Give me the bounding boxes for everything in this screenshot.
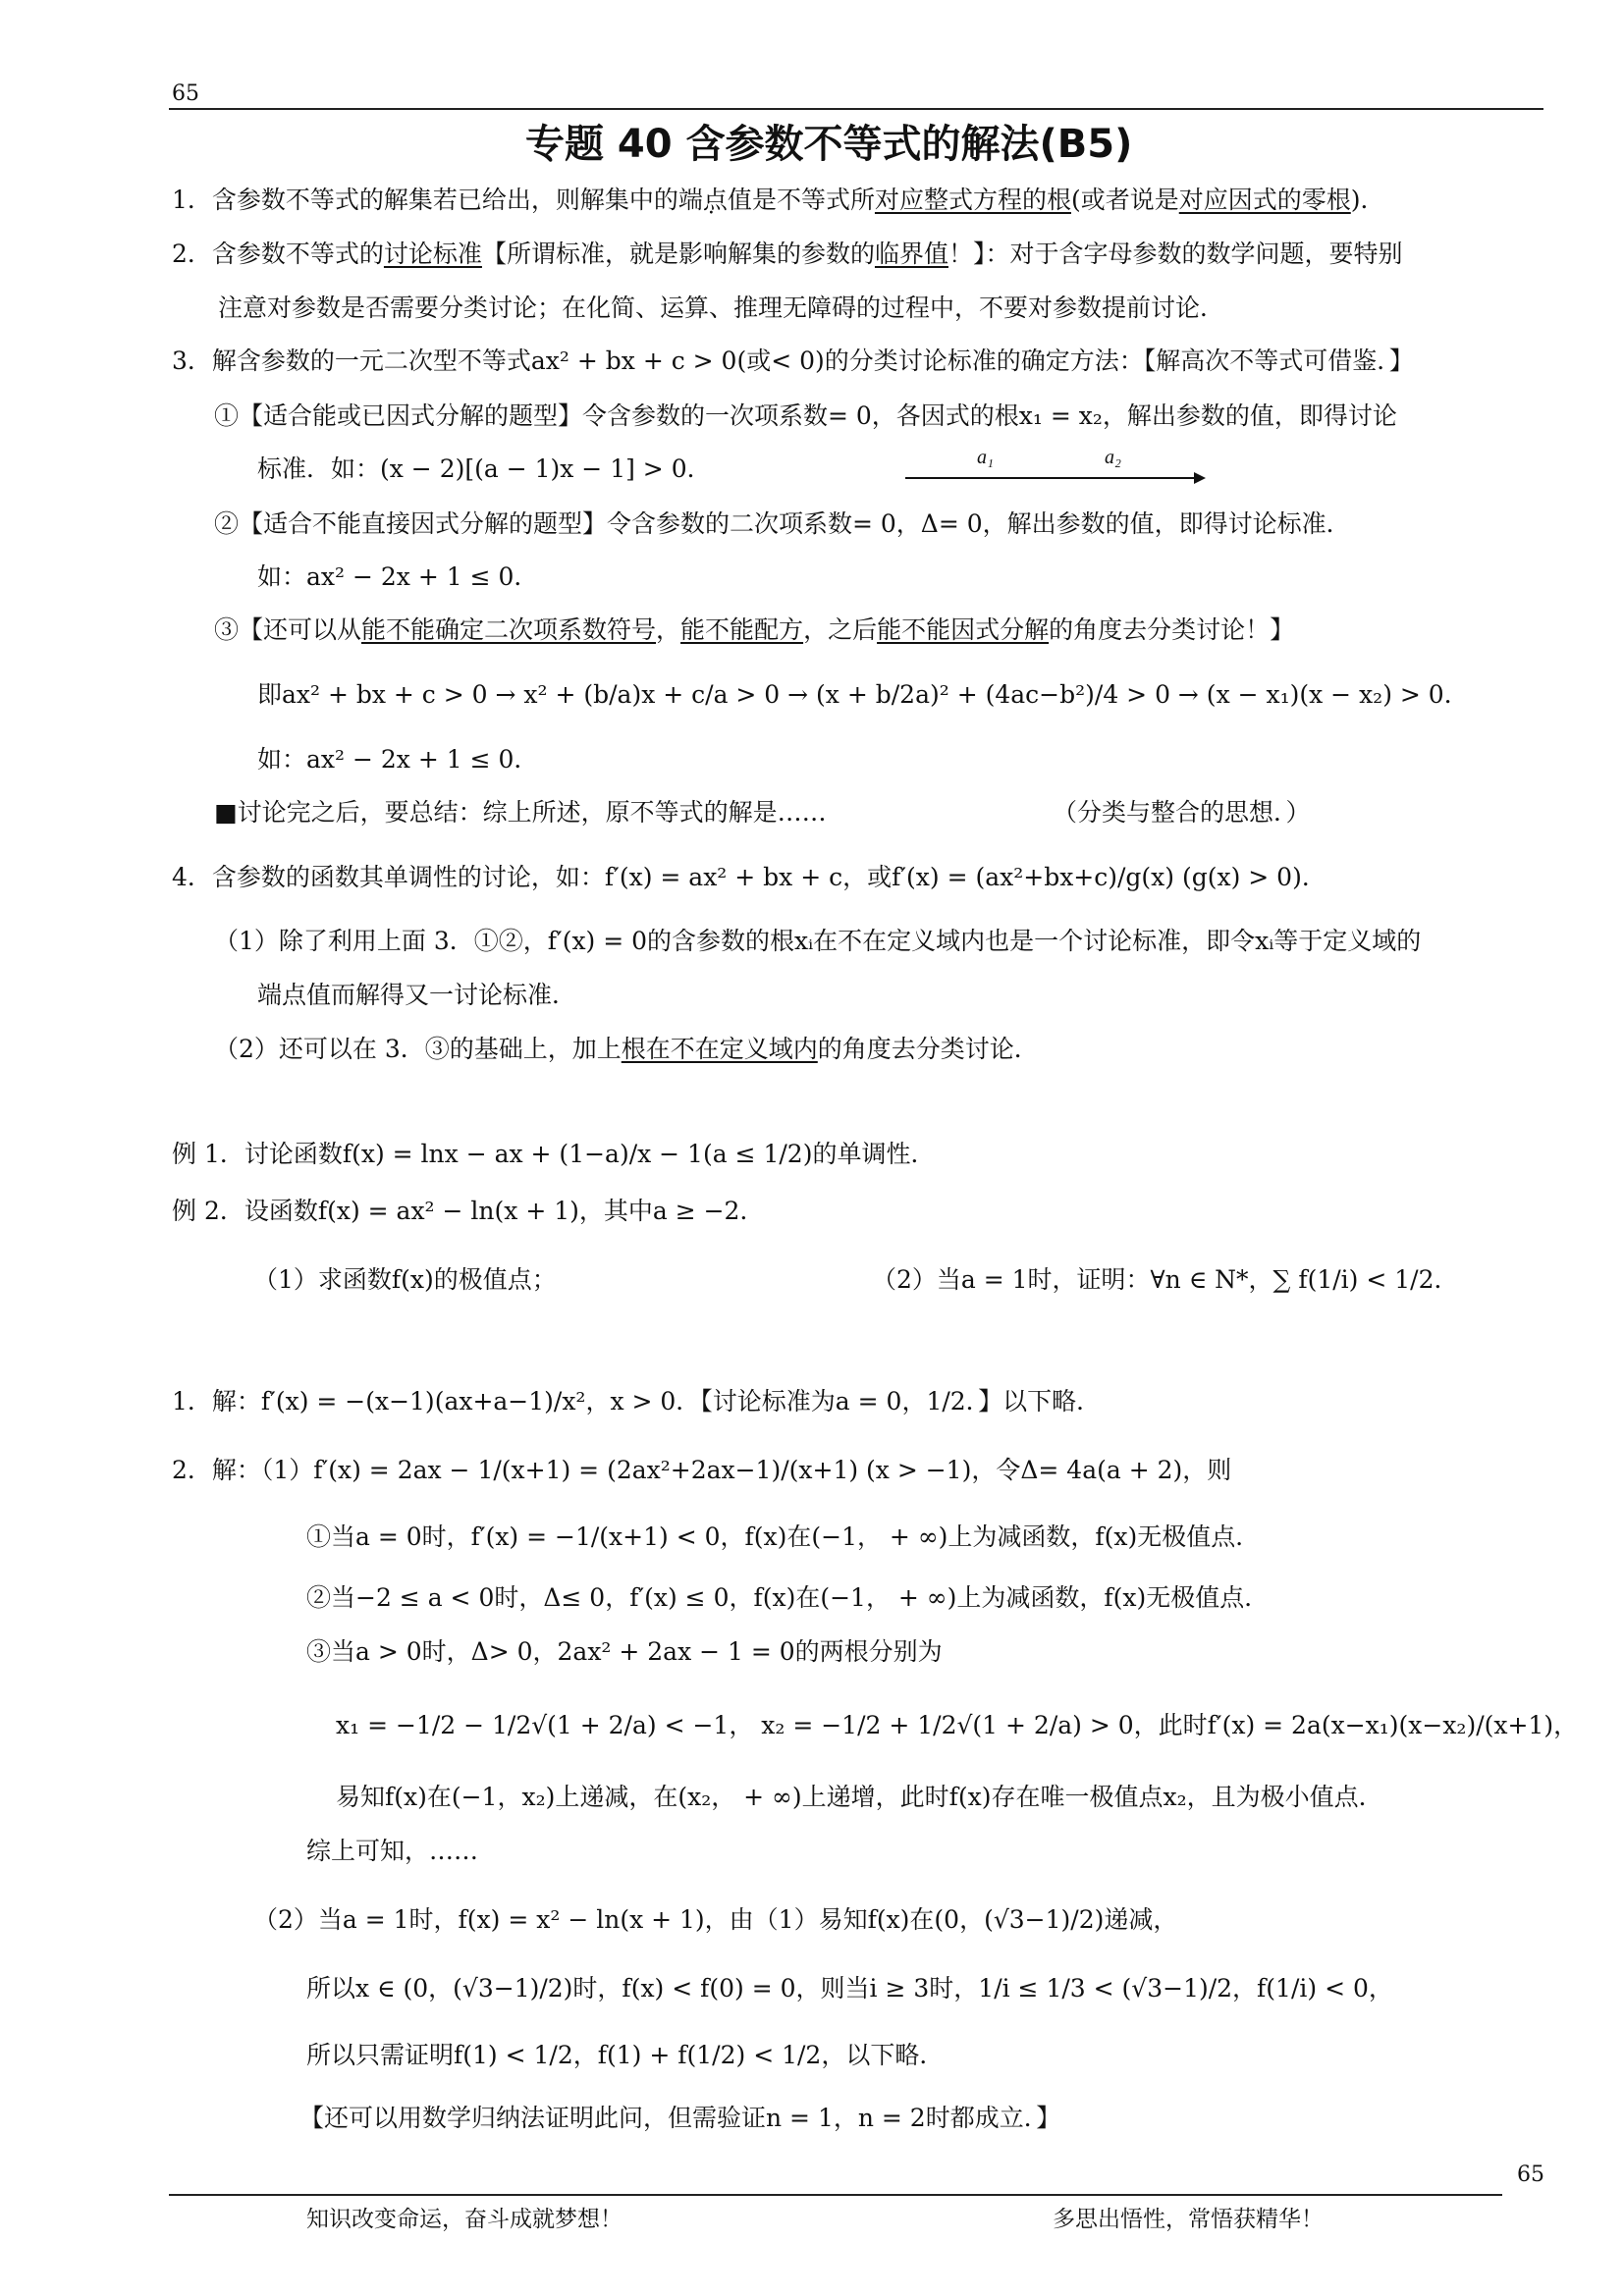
point-3-case-1: ①【适合能或已因式分解的题型】令含参数的一次项系数= 0，各因式的根x₁ = x₂，解出参数的值，即得讨论 bbox=[214, 401, 1397, 430]
example-2-question-1: （1）求函数f(x)的极值点； bbox=[253, 1265, 557, 1294]
solution-2-part-2-line-1: （2）当a = 1时，f(x) = x² − ln(x + 1)，由（1）易知f(x)在(0，(√3−1)/2)递减， bbox=[253, 1905, 1178, 1934]
solution-2-part-2-note: 【还可以用数学归纳法证明此问，但需验证n = 1，n = 2时都成立．】 bbox=[299, 2104, 1061, 2132]
footer-left-motto: 知识改变命运，奋斗成就梦想！ bbox=[306, 2207, 623, 2232]
point-2-line-2: 注意对参数是否需要分类讨论；在化简、运算、推理无障碍的过程中，不要对参数提前讨论． bbox=[218, 294, 1225, 322]
solution-2-case-2: ②当−2 ≤ a < 0时，Δ≤ 0，f′(x) ≤ 0，f(x)在(−1， + ∞)上为减函数，f(x)无极值点． bbox=[306, 1583, 1270, 1612]
number-axis bbox=[903, 447, 1208, 486]
solution-2-case-1: ①当a = 0时，f′(x) = −1/(x+1) < 0，f(x)在(−1， + ∞)上为减函数，f(x)无极值点． bbox=[306, 1522, 1261, 1551]
solution-2-monotonicity: 易知f(x)在(−1，x₂)上递减，在(x₂， + ∞)上递增，此时f(x)存在唯一极值点x₂，且为极小值点． bbox=[336, 1783, 1383, 1811]
solution-2-part-2-line-2: 所以x ∈ (0，(√3−1)/2)时，f(x) < f(0) = 0，则当i ≥ 3时，1/i ≤ 1/3 < (√3−1)/2，f(1/i) < 0， bbox=[306, 1974, 1393, 2002]
page-title: 专题 40 含参数不等式的解法(B5) bbox=[525, 122, 1133, 167]
point-4-sub-1: （1）除了利用上面 3．①②，f′(x) = 0的含参数的根xᵢ在不在定义域内也是一个讨论标准，即令xᵢ等于定义域的 bbox=[214, 927, 1422, 955]
point-4: 4．含参数的函数其单调性的讨论，如：f′(x) = ax² + bx + c，或f′(x) = (ax²+bx+c)/g(x) (g(x) > 0)． bbox=[172, 863, 1326, 891]
point-3-summary-note: （分类与整合的思想．） bbox=[1053, 798, 1311, 827]
point-1: 1．含参数不等式的解集若已给出，则解集中的端点值是不等式所对应整式方程的根(或者说是对应因式的零根)． bbox=[172, 186, 1385, 214]
header-rule bbox=[169, 108, 1543, 110]
axis-label-a1: a₁ bbox=[977, 447, 994, 468]
solution-2-case-3: ③当a > 0时，Δ> 0，2ax² + 2ax − 1 = 0的两根分别为 bbox=[306, 1637, 943, 1666]
axis-label-a2: a₂ bbox=[1105, 447, 1121, 468]
point-2: 2．含参数不等式的讨论标准【所谓标准，就是影响解集的参数的临界值！】：对于含字母参数的数学问题，要特别 bbox=[172, 240, 1403, 268]
solution-2-line-1: 2．解：（1）f′(x) = 2ax − 1/(x+1) = (2ax²+2ax−1)/(x+1) (x > −1)，令Δ= 4a(a + 2)，则 bbox=[172, 1456, 1232, 1484]
point-3-case-2-example: 如：ax² − 2x + 1 ≤ 0． bbox=[257, 562, 539, 591]
header-page-number: 65 bbox=[172, 81, 199, 106]
point-3-case-3: ③【还可以从能不能确定二次项系数符号，能不能配方，之后能不能因式分解的角度去分类讨论！】 bbox=[214, 615, 1295, 644]
point-4-sub-2: （2）还可以在 3．③的基础上，加上根在不在定义域内的角度去分类讨论． bbox=[214, 1035, 1039, 1063]
point-3-case-1-example: 标准．如：(x − 2)[(a − 1)x − 1] > 0． bbox=[257, 454, 712, 483]
solution-2-part-2-line-3: 所以只需证明f(1) < 1/2，f(1) + f(1/2) < 1/2，以下略． bbox=[306, 2041, 945, 2069]
footer-page-number: 65 bbox=[1517, 2163, 1544, 2187]
point-3: 3．解含参数的一元二次型不等式ax² + bx + c > 0(或< 0)的分类讨论标准的确定方法：【解高次不等式可借鉴．】 bbox=[172, 347, 1414, 375]
point-3-case-3-example: 如：ax² − 2x + 1 ≤ 0． bbox=[257, 745, 539, 774]
point-3-case-3-chain: 即ax² + bx + c > 0 → x² + (b/a)x + c/a > 0 → (x + b/2a)² + (4ac−b²)/4 > 0 → (x − x₁)(x − x₂) > 0． bbox=[257, 680, 1469, 709]
footer-right-motto: 多思出悟性，常悟获精华！ bbox=[1053, 2207, 1324, 2232]
solution-2-conclusion: 综上可知，…… bbox=[306, 1837, 479, 1865]
footer-rule bbox=[169, 2194, 1502, 2196]
solution-2-roots: x₁ = −1/2 − 1/2√(1 + 2/a) < −1， x₂ = −1/2 + 1/2√(1 + 2/a) > 0，此时f′(x) = 2a(x−x₁)(x−x₂)/(x+1)， bbox=[336, 1711, 1579, 1739]
number-axis-graphic bbox=[903, 447, 1208, 486]
point-3-case-2: ②【适合不能直接因式分解的题型】令含参数的二次项系数= 0，Δ= 0，解出参数的值，即得讨论标准． bbox=[214, 509, 1351, 538]
example-2: 例 2．设函数f(x) = ax² − ln(x + 1)，其中a ≥ −2． bbox=[172, 1197, 765, 1225]
point-4-sub-1-line-2: 端点值而解得又一讨论标准． bbox=[257, 981, 577, 1009]
point-3-summary: ■讨论完之后，要总结：综上所述，原不等式的解是…… bbox=[214, 798, 827, 827]
solution-1: 1．解：f′(x) = −(x−1)(ax+a−1)/x²，x > 0．【讨论标准为a = 0，1/2．】以下略． bbox=[172, 1387, 1102, 1415]
example-1: 例 1．讨论函数f(x) = lnx − ax + (1−a)/x − 1(a ≤ 1/2)的单调性． bbox=[172, 1140, 936, 1168]
example-2-question-2: （2）当a = 1时，证明：∀n ∈ N*，∑ f(1/i) < 1/2． bbox=[872, 1265, 1459, 1294]
